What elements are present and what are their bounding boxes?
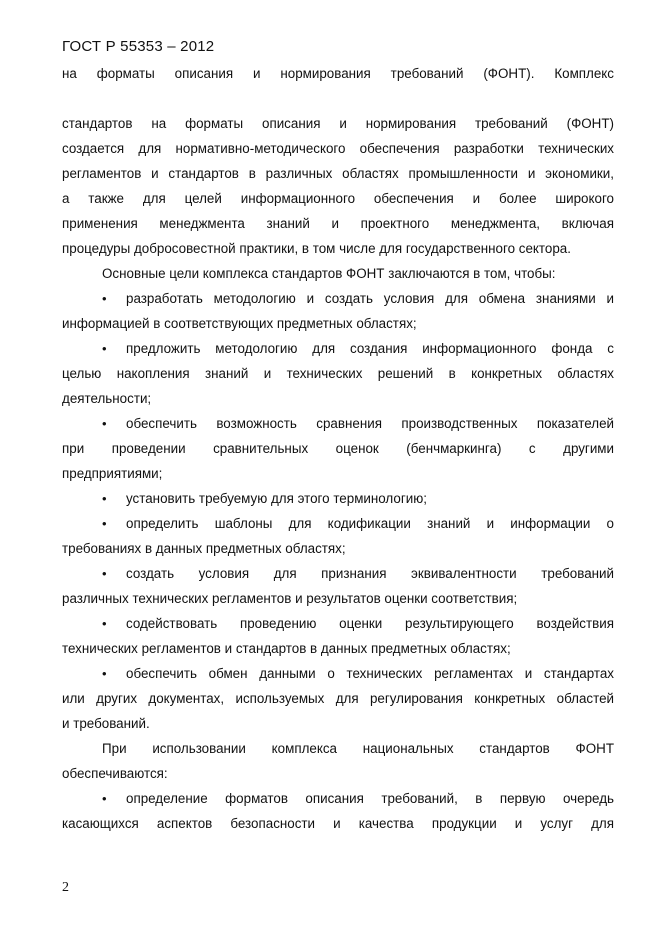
document-header: ГОСТ Р 55353 – 2012 [62, 38, 215, 55]
text-line: технических регламентов и стандартов в данных предметных областях; [62, 641, 511, 656]
text-line: предприятиями; [62, 466, 163, 481]
bullet-text: установить требуемую для этого терминологию; [126, 491, 427, 506]
text-line: процедуры добросовестной практики, в том числе для государственного сектора. [62, 241, 571, 256]
text-line: или других документах, используемых для регулирования конкретных областей [62, 691, 614, 706]
text-line: деятельности; [62, 391, 152, 406]
text-line: при проведении сравнительных оценок (бенчмаркинга) с другими [62, 441, 614, 456]
paragraph-intro: Основные цели комплекса стандартов ФОНТ заключаются в том, чтобы: [102, 266, 556, 281]
bullet-text: предложить методологию для создания информационного фонда с [126, 341, 614, 356]
bullet-text: определить шаблоны для кодификации знаний и информации о [126, 516, 614, 531]
text-line: обеспечиваются: [62, 766, 168, 781]
bullet-marker: • [102, 616, 107, 631]
bullet-marker: • [102, 416, 107, 431]
bullet-marker: • [102, 516, 107, 531]
bullet-marker: • [102, 666, 107, 681]
bullet-text: обеспечить обмен данными о технических регламентах и стандартах [126, 666, 614, 681]
text-line: а также для целей информационного обеспечения и более широкого [62, 191, 614, 206]
bullet-text: разработать методологию и создать условия для обмена знаниями и [126, 291, 614, 306]
text-line: различных технических регламентов и результатов оценки соответствия; [62, 591, 518, 606]
page-number: 2 [62, 880, 69, 895]
bullet-text: создать условия для признания эквивалентности требований [126, 566, 614, 581]
text-line: требованиях в данных предметных областях; [62, 541, 346, 556]
text-line: на форматы описания и нормирования требований (ФОНТ). Комплекс [62, 66, 614, 81]
text-line: целью накопления знаний и технических решений в конкретных областях [62, 366, 614, 381]
bullet-text: определение форматов описания требований, в первую очередь [126, 791, 614, 806]
text-line: применения менеджмента знаний и проектного менеджмента, включая [62, 216, 614, 231]
text-line: создается для нормативно-методического обеспечения разработки технических [62, 141, 614, 156]
text-line: стандартов на форматы описания и нормирования требований (ФОНТ) [62, 116, 614, 131]
bullet-marker: • [102, 791, 107, 806]
text-line: касающихся аспектов безопасности и качества продукции и услуг для [62, 816, 614, 831]
text-line: регламентов и стандартов в различных областях промышленности и экономики, [62, 166, 614, 181]
paragraph-intro: При использовании комплекса национальных стандартов ФОНТ [102, 741, 614, 756]
bullet-marker: • [102, 491, 107, 506]
text-line: и требований. [62, 716, 150, 731]
text-line: информацией в соответствующих предметных областях; [62, 316, 417, 331]
bullet-text: содействовать проведению оценки результирующего воздействия [126, 616, 614, 631]
bullet-marker: • [102, 566, 107, 581]
bullet-marker: • [102, 341, 107, 356]
bullet-text: обеспечить возможность сравнения производственных показателей [126, 416, 614, 431]
bullet-marker: • [102, 291, 107, 306]
